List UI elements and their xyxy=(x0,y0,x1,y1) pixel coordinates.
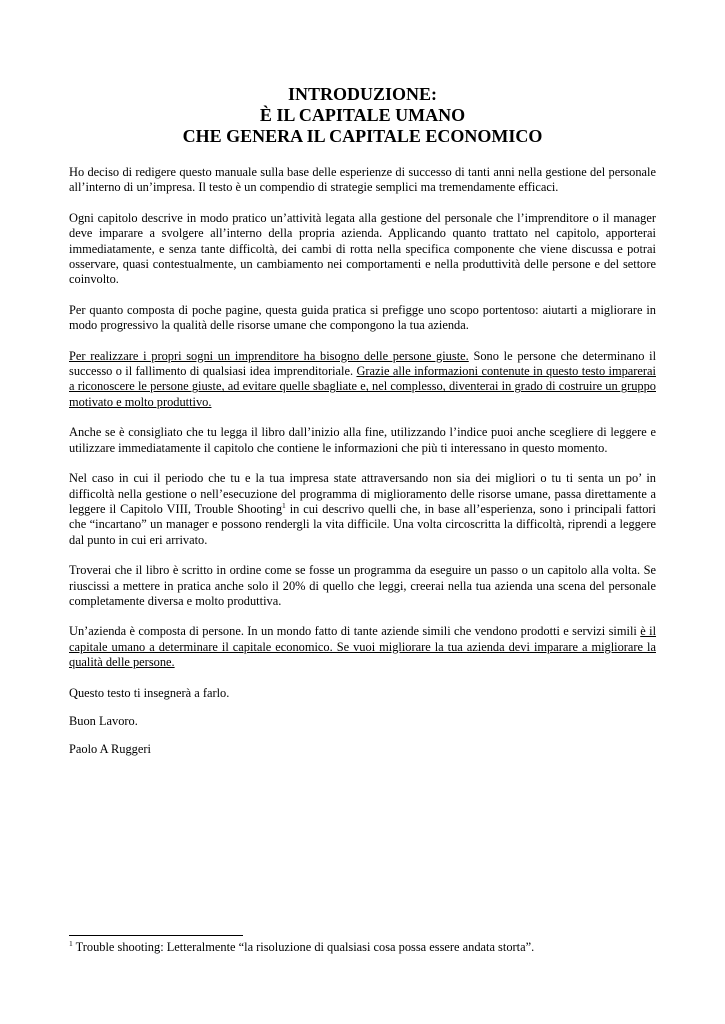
footnote-reference: 1 xyxy=(282,500,286,510)
paragraph-7: Troverai che il libro è scritto in ordine come se fosse un programma da eseguire un passo o un capitolo alla volta. Se riuscissi a mettere in pratica anche solo il 20% di quello che leggi, creerai nella tua azienda una scena del personale completamente diversa e molto produttiva. xyxy=(69,563,656,608)
footnote-text: Trouble shooting: Letteralmente “la risoluzione di qualsiasi cosa possa essere andata storta”. xyxy=(72,940,535,954)
paragraph-5: Anche se è consigliato che tu legga il libro dall’inizio alla fine, utilizzando l’indice puoi anche scegliere di leggere e utilizzare immediatamente il capitolo che contiene le informazioni che più ti interessano in questo momento. xyxy=(69,425,656,455)
underlined-text: Grazie alle informazioni contenute in questo testo imparerai a riconoscere le persone giuste, ad evitare quelle sbagliate e, nel complesso, diventerai in grado di costruire un gruppo motivato e molto produttivo. xyxy=(69,364,656,409)
title-line-1: INTRODUZIONE: xyxy=(287,84,438,104)
paragraph-4 xyxy=(69,349,656,411)
page-title xyxy=(0,84,725,147)
underlined-text: Per realizzare i propri sogni un imprenditore ha bisogno delle persone giuste. xyxy=(69,348,469,363)
title-line-3: CHE GENERA IL CAPITALE ECONOMICO xyxy=(182,126,543,146)
underlined-text: è il capitale umano a determinare il capitale economico. Se vuoi migliorare la tua azienda devi imparare a migliorare la qualità delle persone. xyxy=(69,624,657,670)
paragraph-8-text: Un’azienda è composta di persone. In un mondo fatto di tante aziende simili che vendono prodotti e servizi simili xyxy=(69,624,641,639)
closing-salutation: Buon Lavoro. xyxy=(69,713,138,728)
paragraph-8 xyxy=(69,624,656,670)
paragraph-9: Questo testo ti insegnerà a farlo. xyxy=(69,685,230,700)
footnote-number: 1 xyxy=(69,938,73,948)
footnote-divider xyxy=(69,935,243,936)
paragraph-6 xyxy=(69,471,656,548)
paragraph-6-text-b: in cui descrivo quelli che, in base all’esperienza, sono i principali fattori che “incartano” un manager e possono rendergli la vita difficile. Una volta circoscritta la difficoltà, riprendi a leggere dal punto in cui eri arrivato. xyxy=(69,501,656,547)
paragraph-3: Per quanto composta di poche pagine, questa guida pratica si prefigge uno scopo portentoso: aiutarti a migliorare in modo progressivo la qualità delle risorse umane che compongono la tua azienda. xyxy=(69,302,656,333)
paragraph-4-text: Sono le persone che determinano il successo o il fallimento di qualsiasi idea imprenditoriale. xyxy=(69,348,657,379)
document-body xyxy=(69,165,656,771)
paragraph-1: Ho deciso di redigere questo manuale sulla base delle esperienze di successo di tanti anni nella gestione del personale all’interno di un’impresa. Il testo è un compendio di strategie semplici ma tremendamente efficaci. xyxy=(69,165,656,195)
footnote xyxy=(69,940,669,955)
paragraph-6-text-a: Nel caso in cui il periodo che tu e la tua impresa state attraversando non sia dei migliori o tu ti senta un po’ in difficoltà nella gestione o nell’esecuzione del programma di miglioramento delle risorse umane, passa direttamente a leggere il Capitolo VIII, Trouble Shooting xyxy=(69,471,656,516)
author-signature: Paolo A Ruggeri xyxy=(69,742,151,757)
paragraph-2: Ogni capitolo descrive in modo pratico un’attività legata alla gestione del personale che l’imprenditore o il manager deve imparare a svolgere all’interno della propria azienda. Applicando quanto trattato nel capitolo, apporterai immediatamente, e senza tante difficoltà, dei cambi di rotta nella specifica componente che viene discussa e potrai osservare, quasi contestualmente, un cambiamento nei comportamenti e nella produttività delle persone e del settore coinvolto. xyxy=(69,210,656,287)
title-line-2: È IL CAPITALE UMANO xyxy=(259,105,466,125)
